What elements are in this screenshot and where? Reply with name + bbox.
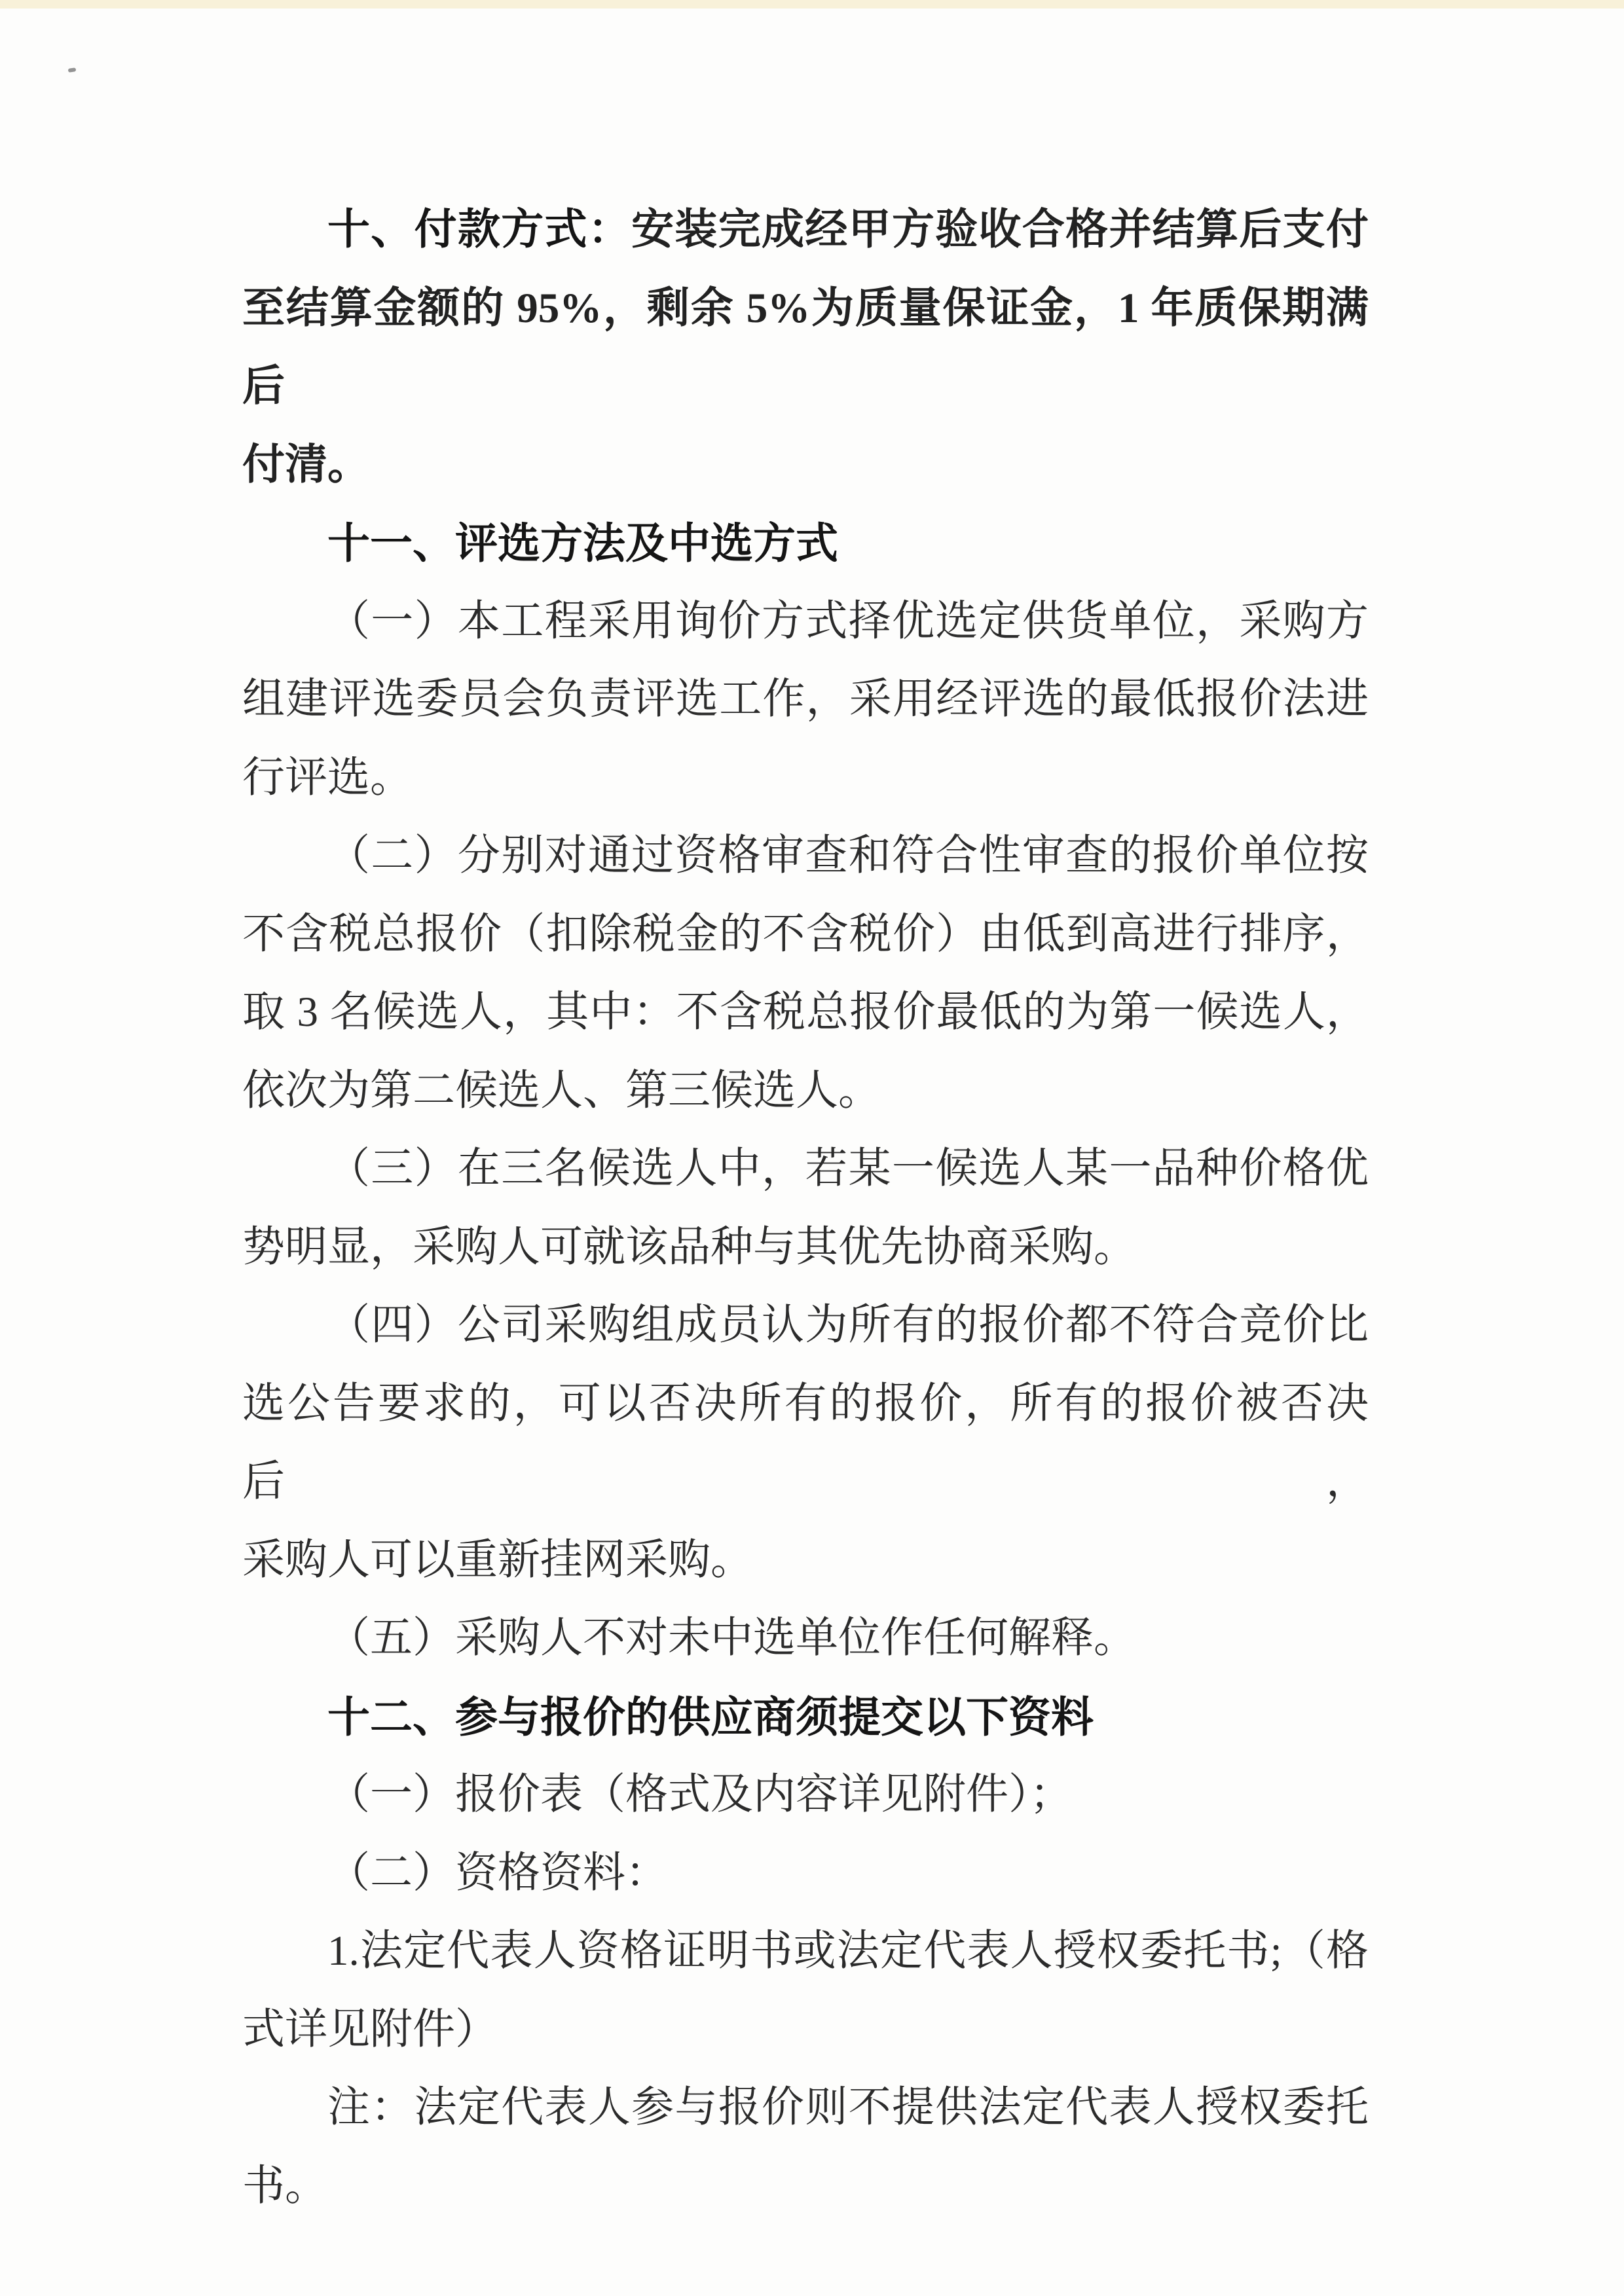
clause-10-line-2: 至结算金额的 95%，剩余 5%为质量保证金，1 年质保期满后: [242, 284, 1369, 410]
note-line-1: 注：法定代表人参与报价则不提供法定代表人授权委托: [327, 2084, 1369, 2131]
clause-11-heading: 十一、评选方法及中选方式: [327, 519, 839, 567]
clause-11-item-1-line-1: （一）本工程采用询价方式择优选定供货单位，采购方: [327, 597, 1369, 645]
clause-11-item-3-line-1: （三）在三名候选人中，若某一候选人某一品种价格优: [327, 1145, 1369, 1192]
clause-12-item-2: （二）资格资料：: [327, 1849, 669, 1897]
scan-edge-artifact: [0, 0, 1624, 9]
clause-12-heading: 十二、参与报价的供应商须提交以下资料: [327, 1692, 1094, 1741]
clause-11-item-2-line-4: 依次为第二候选人、第三候选人。: [242, 1066, 881, 1114]
clause-11-item-1-line-2: 组建评选委员会负责评选工作，采用经评选的最低报价法进: [242, 676, 1369, 723]
clause-12-item-2-sub-1-line-1: 1.法定代表人资格证明书或法定代表人授权委托书;（格: [327, 1927, 1369, 1975]
clause-11-item-3-line-2: 势明显，采购人可就该品种与其优先协商采购。: [242, 1223, 1137, 1271]
clause-11-item-2-line-2: 不含税总报价（扣除税金的不含税价）由低到高进行排序，: [242, 910, 1369, 958]
text-block: [242, 190, 1369, 2225]
clause-10-text: 安装完成经甲方验收合格并结算后支付: [631, 206, 1369, 253]
clause-11-item-5: （五）采购人不对未中选单位作任何解释。: [327, 1614, 1137, 1662]
clause-10-line-1: [242, 190, 1369, 270]
clause-11-item-4-line-1: （四）公司采购组成员认为所有的报价都不符合竞价比: [327, 1302, 1369, 1349]
note-line-2: 书。: [242, 2162, 328, 2210]
clause-11-item-4-line-3: 采购人可以重新挂网采购。: [242, 1536, 754, 1584]
scan-speck-artifact: [68, 67, 77, 73]
clause-11-item-4-line-2: 选公告要求的，可以否决所有的报价，所有的报价被否决后，: [242, 1379, 1369, 1505]
clause-12-item-1: （一）报价表（格式及内容详见附件）；: [327, 1771, 1073, 1818]
clause-10-label: 十、付款方式：: [327, 205, 632, 253]
clause-11-item-2-line-3: 取 3 名候选人，其中：不含税总报价最低的为第一候选人，: [242, 989, 1369, 1036]
clause-10-line-3: 付清。: [242, 441, 371, 488]
clause-12-item-2-sub-1-line-2: 式详见附件）: [242, 2005, 498, 2053]
clause-11-item-1-line-3: 行评选。: [242, 754, 413, 801]
clause-11-item-2-line-1: （二）分别对通过资格审查和符合性审查的报价单位按: [327, 832, 1369, 879]
